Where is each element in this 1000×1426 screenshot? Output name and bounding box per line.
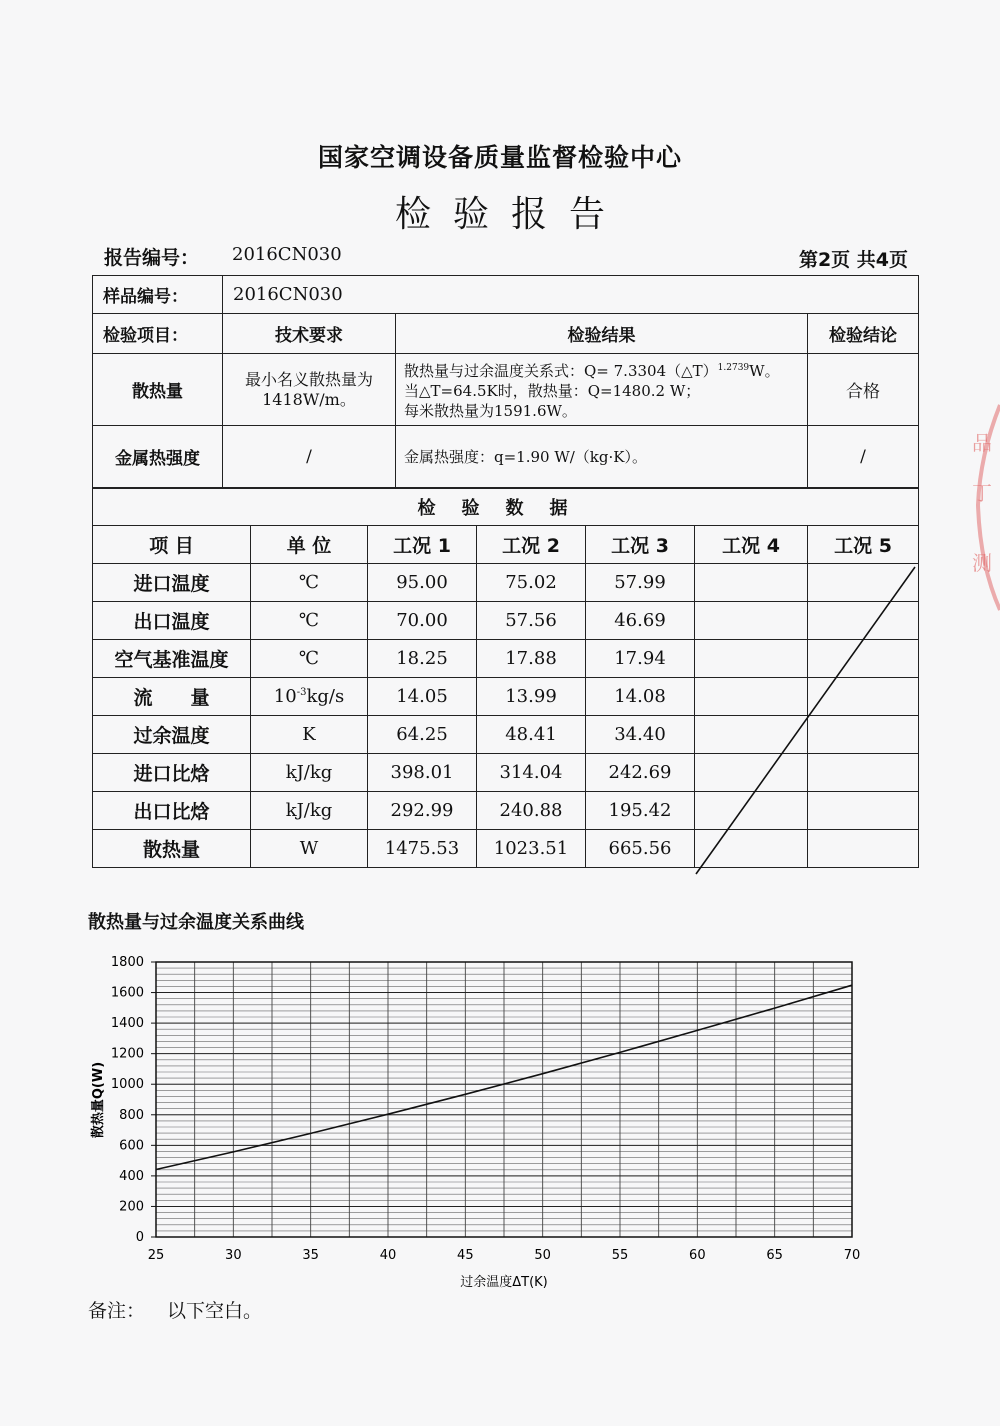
result-line1-prefix: 散热量与过余温度关系式：Q= 7.3304（△T） [404, 362, 718, 380]
cell-case-3: 242.69 [586, 754, 695, 792]
unit-rest: kg/s [306, 686, 345, 707]
x-tick-label: 65 [766, 1248, 783, 1263]
x-tick-label: 45 [457, 1248, 474, 1263]
y-tick-label: 1600 [110, 985, 144, 1001]
cell-case-4 [695, 792, 808, 830]
x-tick-label: 35 [302, 1248, 319, 1263]
y-axis-label: 散热量Q(W) [91, 1061, 106, 1139]
cell-case-1: 70.00 [368, 602, 477, 640]
svg-text:测: 测 [972, 551, 992, 575]
cell-case-5 [808, 640, 919, 678]
item-heat-output: 散热量 [93, 354, 223, 426]
cell-case-2: 75.02 [477, 564, 586, 602]
y-axis-ticks [111, 955, 156, 1245]
row-unit: ℃ [251, 640, 368, 678]
data-table-title: 检验数据 [93, 489, 919, 526]
result-line2: 当△T=64.5K时，散热量：Q=1480.2 W； [404, 382, 701, 400]
x-tick-label: 60 [689, 1248, 706, 1263]
table-row [93, 716, 919, 754]
y-tick-label: 1400 [110, 1016, 144, 1032]
cell-case-2: 240.88 [477, 792, 586, 830]
row-name: 散热量 [93, 830, 251, 868]
cell-case-5 [808, 678, 919, 716]
svg-text:品: 品 [972, 431, 992, 455]
cell-case-4 [695, 754, 808, 792]
cell-case-5 [808, 754, 919, 792]
result-line3: 每米散热量为1591.6W。 [404, 402, 577, 420]
cell-case-2: 1023.51 [477, 830, 586, 868]
org-name: 国家空调设备质量监督检验中心 [317, 143, 682, 172]
y-tick-label: 0 [135, 1230, 144, 1245]
cell-case-3: 57.99 [586, 564, 695, 602]
cell-case-4 [695, 678, 808, 716]
header-case-2: 工况 2 [477, 526, 586, 564]
row-unit: K [251, 716, 368, 754]
y-tick-label: 1000 [110, 1077, 144, 1093]
row-name: 进口温度 [93, 564, 251, 602]
cell-case-4 [695, 830, 808, 868]
cell-case-1: 18.25 [368, 640, 477, 678]
cell-case-2: 48.41 [477, 716, 586, 754]
table-row [93, 640, 919, 678]
note-label: 备注： [88, 1300, 146, 1322]
x-tick-label: 40 [379, 1248, 397, 1263]
unit-exponent: -3 [296, 687, 307, 698]
conclusion-heat-output: 合格 [808, 354, 919, 426]
row-name: 进口比焓 [93, 754, 251, 792]
chart-title: 散热量与过余温度关系曲线 [88, 912, 304, 933]
x-tick-label: 70 [843, 1248, 861, 1263]
header-unit: 单 位 [251, 526, 368, 564]
table-row [93, 754, 919, 792]
item-metal-thermal: 金属热强度 [93, 426, 223, 488]
cell-case-2: 314.04 [477, 754, 586, 792]
cell-case-3: 34.40 [586, 716, 695, 754]
report-title: 检验报告 [394, 194, 627, 235]
table-row [93, 792, 919, 830]
cell-case-3: 46.69 [586, 602, 695, 640]
table-row [93, 678, 919, 716]
cell-case-3: 17.94 [586, 640, 695, 678]
cell-case-4 [695, 640, 808, 678]
req-metal-thermal: / [223, 426, 396, 488]
cell-case-3: 195.42 [586, 792, 695, 830]
cell-case-1: 1475.53 [368, 830, 477, 868]
x-axis-label: 过余温度ΔT(K) [460, 1275, 548, 1290]
row-unit: kJ/kg [251, 792, 368, 830]
cell-case-1: 292.99 [368, 792, 477, 830]
row-name: 出口比焓 [93, 792, 251, 830]
x-tick-label: 50 [534, 1248, 551, 1263]
cell-case-1: 95.00 [368, 564, 477, 602]
header-case-1: 工况 1 [368, 526, 477, 564]
result-exponent: 1.2739 [717, 363, 750, 373]
cell-case-5 [808, 830, 919, 868]
cell-case-5 [808, 792, 919, 830]
cell-case-3: 665.56 [586, 830, 695, 868]
row-unit [251, 678, 368, 716]
table-row [93, 564, 919, 602]
row-unit: ℃ [251, 564, 368, 602]
result-metal-thermal: 金属热强度：q=1.90 W/（kg·K）。 [396, 426, 808, 488]
row-unit: kJ/kg [251, 754, 368, 792]
col-conclusion: 检验结论 [808, 314, 919, 354]
cell-case-4 [695, 602, 808, 640]
row-name: 过余温度 [93, 716, 251, 754]
y-tick-label: 1800 [110, 955, 144, 970]
result-heat-output [396, 354, 808, 426]
x-tick-label: 30 [225, 1248, 242, 1263]
sample-no-label: 样品编号： [93, 276, 223, 314]
unit-base: 10 [273, 686, 297, 707]
row-name: 流 量 [93, 678, 251, 716]
row-name: 出口温度 [93, 602, 251, 640]
y-tick-label: 200 [119, 1199, 144, 1215]
note-text: 以下空白。 [167, 1300, 263, 1322]
cell-case-1: 14.05 [368, 678, 477, 716]
cell-case-3: 14.08 [586, 678, 695, 716]
page-info: 第2页 共4页 [798, 249, 908, 271]
data-table [92, 488, 919, 868]
note [88, 1296, 284, 1323]
cell-case-4 [695, 564, 808, 602]
col-item: 检验项目： [93, 314, 223, 354]
cell-case-2: 17.88 [477, 640, 586, 678]
header-item: 项 目 [93, 526, 251, 564]
table-row [93, 830, 919, 868]
conclusion-metal-thermal: / [808, 426, 919, 488]
cell-case-5 [808, 602, 919, 640]
red-seal-stamp [960, 395, 1000, 615]
x-axis-ticks [148, 1248, 861, 1263]
sample-no-value: 2016CN030 [223, 276, 919, 314]
y-tick-label: 600 [119, 1138, 144, 1154]
cell-case-5 [808, 716, 919, 754]
col-result: 检验结果 [396, 314, 808, 354]
x-tick-label: 55 [611, 1248, 629, 1263]
y-tick-label: 800 [119, 1107, 144, 1123]
heat-output-chart [60, 940, 880, 1290]
header-case-3: 工况 3 [586, 526, 695, 564]
row-unit: ℃ [251, 602, 368, 640]
cell-case-2: 13.99 [477, 678, 586, 716]
report-no-value: 2016CN030 [232, 244, 342, 265]
table-row [93, 602, 919, 640]
x-tick-label: 25 [147, 1248, 165, 1263]
y-tick-label: 1200 [110, 1046, 144, 1062]
chart-major-grid [156, 962, 852, 1237]
cell-case-1: 398.01 [368, 754, 477, 792]
header-case-4: 工况 4 [695, 526, 808, 564]
row-name: 空气基准温度 [93, 640, 251, 678]
header-case-5: 工况 5 [808, 526, 919, 564]
result-line1-suffix: W。 [749, 362, 780, 380]
summary-table [92, 275, 919, 488]
cell-case-4 [695, 716, 808, 754]
y-tick-label: 400 [119, 1168, 144, 1184]
cell-case-5 [808, 564, 919, 602]
col-requirement: 技术要求 [223, 314, 396, 354]
req-heat-output: 最小名义散热量为1418W/m。 [223, 354, 396, 426]
svg-text:丁: 丁 [972, 481, 992, 505]
row-unit: W [251, 830, 368, 868]
cell-case-2: 57.56 [477, 602, 586, 640]
report-no-label: 报告编号： [104, 247, 200, 269]
cell-case-1: 64.25 [368, 716, 477, 754]
